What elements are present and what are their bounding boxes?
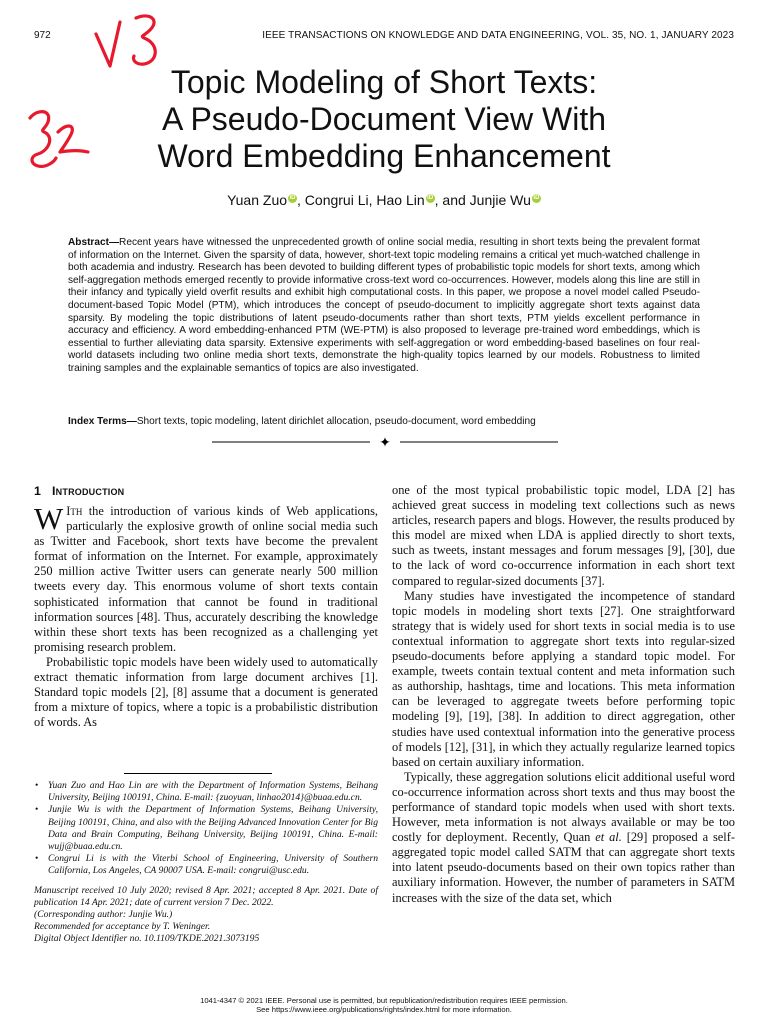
author-name: , and Junjie Wu bbox=[434, 192, 531, 208]
title-line-1: Topic Modeling of Short Texts: bbox=[170, 64, 598, 100]
drop-cap: W bbox=[34, 501, 64, 536]
doi[interactable]: Digital Object Identifier no. 10.1109/TKDE.2021.3073195 bbox=[34, 933, 260, 945]
section-number: 1 bbox=[34, 484, 42, 498]
body-paragraph: one of the most typical probabilistic topic model, LDA [2] has achieved great success in modeling text collections such as news articles, research papers and blogs. However, the results produced by this model are mixed when LDA is applied directly to short texts, such as tweets, instant messages and forum messages [9], [30], due to the lack of word co-occurrence information in each short text compared to regular-sized documents [37]. bbox=[392, 483, 735, 588]
page-number: 972 bbox=[34, 30, 51, 41]
section-heading bbox=[34, 484, 124, 498]
manuscript-info bbox=[34, 885, 378, 946]
intro-paragraph-2: Probabilistic topic models have been widely used to automatically extract thematic information from large document archives [1]. Standard topic models [2], [8] assume that a document is generated from a mixture of topics, where a topic is a probabilistic distribution of words. As bbox=[34, 654, 378, 730]
abstract-label: Abstract bbox=[68, 237, 109, 248]
orcid-icon[interactable]: iD bbox=[427, 195, 434, 202]
index-terms-text: Short texts, topic modeling, latent dirichlet allocation, pseudo-document, word embedding bbox=[136, 416, 536, 427]
copyright-line: 1041-4347 © 2021 IEEE. Personal use is permitted, but republication/redistribution requires IEEE permission. bbox=[200, 996, 568, 1005]
footnote-rule bbox=[124, 773, 272, 774]
affiliation-footnote: • Yuan Zuo and Hao Lin are with the Department of Information Systems, Beihang University, Beijing 100191, China. E-mail: {zuoyuan, linhao2014}@buaa.edu.cn. bbox=[34, 780, 378, 804]
title-line-3: Word Embedding Enhancement bbox=[157, 138, 611, 174]
orcid-icon[interactable]: iD bbox=[289, 195, 296, 202]
title-line-2: A Pseudo-Document View With bbox=[161, 101, 607, 137]
recommended-by: Recommended for acceptance by T. Weninger. bbox=[34, 921, 211, 933]
author-name: Yuan Zuo bbox=[227, 192, 288, 208]
abstract-text: Recent years have witnessed the unprecedented growth of online social media, resulting in short texts being the prevalent format of information on the Internet. Given the sparsity of data, however, short-text topic modeling remains a critical yet much-watched challenge in both academia and industry. Research has been devoted to building different types of probabilistic topic models for short texts, among which self-aggregation methods emerged recently to provide informative cross-text word co-occurrences. However, models along this line are still in their infancy and typically yield overfit results and exhibit high computational costs. In this paper, we propose a novel model called Pseudo-document-based Topic Model (PTM), which introduces the concept of pseudo-document to implicitly aggregate short texts against data sparsity. By modeling the topic distributions of latent pseudo-documents rather than short texts, PTM yields excellent performance in accuracy and efficiency. A word embedding-enhanced PTM (WE-PTM) is also proposed to leverage pre-trained word embeddings, which is essential to further alleviating data sparsity. Extensive experiments with self-aggregation or word embedding-based baselines on four real-world datasets including two online media short texts, demonstrate the high-quality topics learned by our models. Robustness to limited training samples and the explainable semantics of topics are also investigated. bbox=[68, 237, 700, 374]
affiliation-footnote: • Congrui Li is with the Viterbi School of Engineering, University of Southern California, Los Angeles, CA 90007 USA. E-mail: congrui@usc.edu. bbox=[34, 853, 378, 877]
author-name: , Congrui Li, Hao Lin bbox=[297, 192, 425, 208]
left-column bbox=[34, 501, 378, 730]
index-terms-label: Index Terms bbox=[68, 416, 127, 427]
orcid-icon[interactable]: iD bbox=[533, 195, 540, 202]
corresponding-author: (Corresponding author: Junjie Wu.) bbox=[34, 909, 173, 921]
right-column bbox=[392, 483, 735, 906]
body-paragraph: Typically, these aggregation solutions elicit additional useful word co-occurrence information across short texts and thus may boost the performance of standard topic models when used with short texts. However, meta information is not always available or may be too costly for deployment. Recently, Quan et al. [29] proposed a self-aggregated topic model called SATM that can aggregate short texts into latent pseudo-documents based on their own topics rather than auxiliary information. However, the number of parameters in SATM increases with the size of the data set, which bbox=[392, 769, 735, 905]
body-paragraph: Many studies have investigated the incompetence of standard topic models in modeling short texts [27]. One straightforward strategy that is widely used for short texts in social media is to use contextual information to aggregate short texts into regular-sized pseudo-documents before applying a standard topic model. For example, tweets contain textual content and meta information such as authorship, hashtags, time and locations. This meta information can be leveraged to aggregate tweets before performing topic modeling [9], [19], [38]. In addition to direct aggregation, other studies have used contextual information into the generative process of models [12], [31], in which they actually regularize learned topics based on certain auxiliary information. bbox=[392, 588, 735, 769]
author-list bbox=[0, 192, 768, 208]
section-title: Introduction bbox=[52, 484, 125, 498]
copyright-notice bbox=[0, 996, 768, 1014]
affiliation-footnote: • Junjie Wu is with the Department of Information Systems, Beihang University, Beijing 100191, China, and also with the Beijing Advanced Innovation Center for Big Data and Brain Computing, Beihang University, Beijing 100191, China. E-mail: wujj@buaa.edu.cn. bbox=[34, 804, 378, 853]
index-terms: Index Terms—Short texts, topic modeling, latent dirichlet allocation, pseudo-document, word embedding bbox=[68, 416, 536, 427]
paper-title bbox=[0, 64, 768, 175]
section-divider bbox=[212, 434, 558, 450]
divider-glyph: ✦ bbox=[379, 435, 391, 450]
footnotes bbox=[34, 780, 378, 946]
intro-paragraph-1: W Ith the introduction of various kinds of Web applications, particularly the explosive growth of online social media such as Twitter and Facebook, short texts have become the prevalent format of information on the Internet. For example, approximately 250 million active Twitter users can generate nearly 500 million tweets every day. This enormous volume of short texts contain sophisticated information that cannot be found in traditional information sources [48]. Thus, accurately describing the knowledge within these short texts has been recognized as a challenging yet promising research problem. bbox=[34, 501, 378, 654]
rights-link[interactable]: See https://www.ieee.org/publications/rights/index.html for more information. bbox=[256, 1005, 512, 1014]
journal-header: IEEE TRANSACTIONS ON KNOWLEDGE AND DATA ENGINEERING, VOL. 35, NO. 1, JANUARY 2023 bbox=[262, 30, 734, 41]
manuscript-dates: Manuscript received 10 July 2020; revised 8 Apr. 2021; accepted 8 Apr. 2021. Date of publication 14 Apr. 2021; date of current version 7 Dec. 2022. bbox=[34, 884, 378, 908]
abstract: Abstract—Recent years have witnessed the unprecedented growth of online social media, resulting in short texts being the prevalent format of information on the Internet. Given the sparsity of data, however, short-text topic modeling remains a critical yet much-watched challenge in both academia and industry. Research has been devoted to building different types of probabilistic topic models for short texts, among which self-aggregation methods emerged recently to provide informative cross-text word co-occurrences. However, models along this line are still in their infancy and typically yield overfit results and exhibit high computational costs. In this paper, we propose a novel model called Pseudo-document-based Topic Model (PTM), which introduces the concept of pseudo-document to implicitly aggregate short texts against data sparsity. By modeling the topic distributions of latent pseudo-documents rather than short texts, PTM yields excellent performance in accuracy and efficiency. A word embedding-enhanced PTM (WE-PTM) is also proposed to leverage pre-trained word embeddings, which is essential to further alleviating data sparsity. Extensive experiments with self-aggregation or word embedding-based baselines on four real-world datasets including two online media short texts, demonstrate the high-quality topics learned by our models. Robustness to limited training samples and the explainable semantics of topics are also investigated. bbox=[68, 237, 700, 374]
